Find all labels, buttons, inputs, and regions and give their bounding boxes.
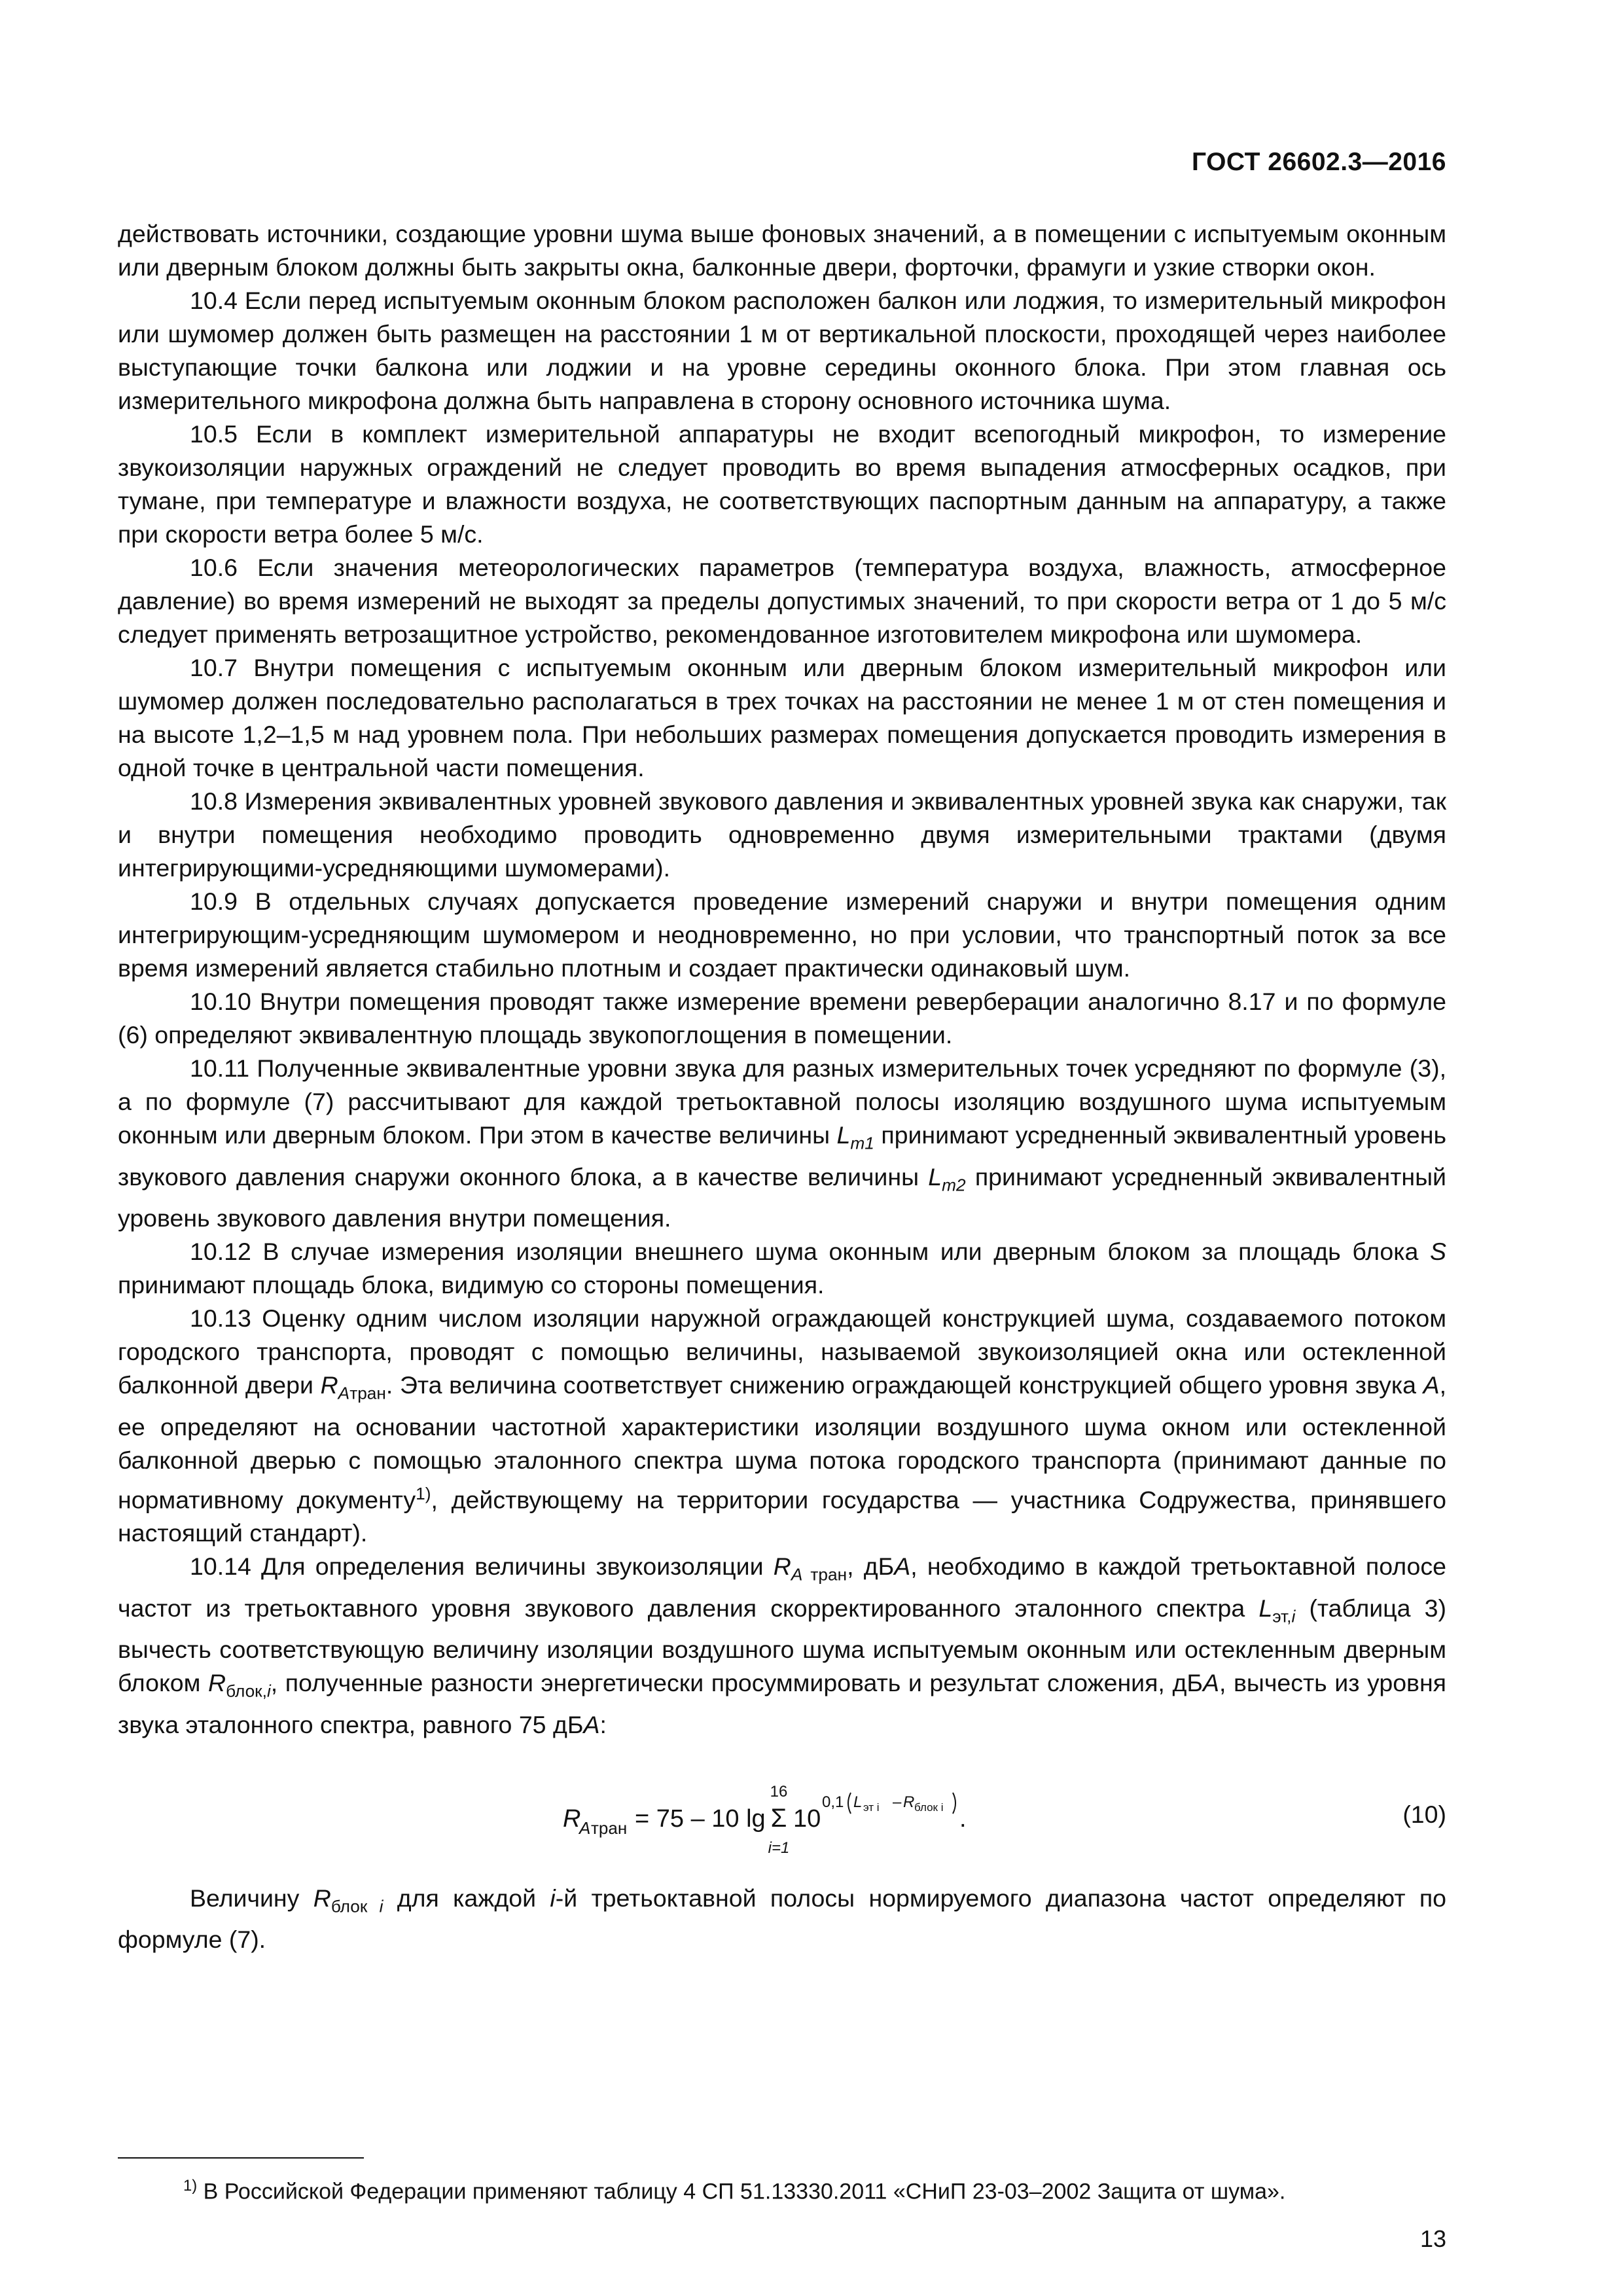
- var-rblok-i: $R_{блок,i}$: [208, 1669, 271, 1701]
- var-lm2: $L_{m2}$: [928, 1162, 966, 1194]
- formula-lhs-var: R: [563, 1804, 581, 1833]
- paragraph-10-5: 10.5 Если в комплект измерительной аппаратуры не входит всепогодный микрофон, то измерение звукоизоляции наружных ограждений не следует проводить во время выпадения атмосферных осадков, при тумане, при температуре и влажности воздуха, не соответствующих паспортным данным на аппаратуру, а также при скорости ветра более 5 м/с.: [118, 420, 1446, 548]
- formula-10: [563, 1767, 1152, 1865]
- paragraph-10-6: 10.6 Если значения метеорологических параметров (температура воздуха, влажность, атмосферное давление) во время измерений не выходят за пределы допустимых значений, то при скорости ветра от 1 до 5 м/с следует применять ветрозащитное устройство, рекомендованное изготовителем микрофона или шумомера.: [118, 554, 1446, 648]
- page-header-doc-id: ГОСТ 26602.3—2016: [1191, 148, 1446, 176]
- formula-paren-left: [848, 1793, 851, 1814]
- paragraph-10-13: 10.13 Оценку одним числом изоляции наружной ограждающей конструкцией шума, создаваемого потоком городского транспорта, проводят с помощью величины, называемой звукоизоляцией окна или остекленной балконной двери $R_{Aтран}$. Эта величина соответствует снижению ограждающей конструкцией общего уровня звука A, ее определяют на основании частотной характеристики изоляции воздушного шума окном или остекленной балконной дверью с помощью эталонного спектра шума потока городского транспорта (принимают данные по нормативному документу$^{1)}$, действующему на территории государства — участника Содружества, принявшего настоящий стандарт).: [118, 1304, 1447, 1547]
- paragraph-10-14: 10.14 Для определения величины звукоизоляции $R_{A тран}$, дБA, необходимо в каждой третьоктавной полосе частот из третьоктавного уровня звукового давления скорректированного эталонного спектра $L_{эт,i}$ (таблица 3) вычесть соответствующую величину изоляции воздушного шума испытуемым оконным или остекленным дверным блоком $R_{блок,i}$, полученные разности энергетически просуммировать и результат сложения, дБA, вычесть из уровня звука эталонного спектра, равного 75 дБA:: [118, 1552, 1446, 1738]
- formula-lhs-sub-b: тран: [591, 1818, 628, 1838]
- paragraph-10-11: 10.11 Полученные эквивалентные уровни звука для разных измерительных точек усредняют по формуле (3), а по формуле (7) рассчитывают для каждой третьоктавной полосы изоляцию воздушного шума испытуемым оконным или дверным блоком. При этом в качестве величины $L_{m1}$ принимают усредненный эквивалентный уровень звукового давления снаружи оконного блока, а в качестве величины $L_{m2}$ принимают усредненный эквивалентный уровень звукового давления внутри помещения.: [118, 1054, 1446, 1232]
- formula-paren-right: [953, 1793, 955, 1814]
- formula-exp-minus: –: [893, 1793, 902, 1811]
- body-text: [118, 217, 1446, 1956]
- paragraph-10-7: 10.7 Внутри помещения с испытуемым оконным или дверным блоком измерительный микрофон или шумомер должен последовательно располагаться в трех точках на расстоянии не менее 1 м от стен помещения и на высоте 1,2–1,5 м над уровнем пола. При небольших размерах помещения допускается проводить измерения в одной точке в центральной части помещения.: [118, 654, 1446, 781]
- footnote: [183, 2172, 1285, 2206]
- formula-exp-coef: 0,1: [822, 1793, 844, 1811]
- var-lm1: $L_{m1}$: [836, 1121, 874, 1153]
- footnote-ref[interactable]: 1): [416, 1483, 431, 1503]
- formula-exp-l: L: [853, 1793, 863, 1811]
- footnote-divider: [118, 2157, 364, 2159]
- formula-exp-r-sub: блок i: [914, 1801, 944, 1814]
- formula-10-row: [118, 1751, 1446, 1875]
- formula-number: (10): [1402, 1800, 1446, 1828]
- formula-sum-upper: 16: [770, 1782, 788, 1801]
- formula-trail: .: [959, 1804, 967, 1833]
- var-a: A: [1423, 1371, 1440, 1399]
- paragraph-10-8: 10.8 Измерения эквивалентных уровней звукового давления и эквивалентных уровней звука как снаружи, так и внутри помещения необходимо проводить одновременно двумя измерительными трактами (двумя интегрирующими-усредняющими шумомерами).: [118, 787, 1446, 882]
- formula-sum-lower: i=1: [768, 1839, 790, 1857]
- footnote-text: В Российской Федерации применяют таблицу 4 СП 51.13330.2011 «СНиП 23-03–2002 Защита от шума».: [197, 2179, 1286, 2204]
- formula-exp-r: R: [903, 1793, 915, 1811]
- paragraph-10-9: 10.9 В отдельных случаях допускается проведение измерений снаружи и внутри помещения одним интегрирующим-усредняющим шумомером и неодновременно, но при условии, что транспортный поток за все время измерений является стабильно плотным и создает практически одинаковый шум.: [118, 888, 1446, 982]
- var-rblok-i: $R_{блок i}$: [313, 1884, 383, 1916]
- var-s: S: [1429, 1238, 1446, 1265]
- var-ratran: $R_{A тран}$: [773, 1552, 847, 1585]
- formula-exp-l-sub: эт i: [863, 1801, 880, 1814]
- var-ratran: $R_{Aтран}$: [320, 1371, 386, 1403]
- page-number: 13: [1419, 2225, 1446, 2252]
- formula-base: 10: [793, 1804, 821, 1833]
- footnote-marker: 1): [183, 2177, 198, 2195]
- formula-lhs-sub-a: A: [579, 1818, 591, 1838]
- paragraph-after-formula: Величину $R_{блок i}$ для каждой i-й третьоктавной полосы нормируемого диапазона частот определяют по формуле (7).: [118, 1884, 1446, 1953]
- formula-sum-symbol: Σ: [770, 1803, 787, 1833]
- paragraph-10-12: 10.12 В случае измерения изоляции внешнего шума оконным или дверным блоком за площадь блока S принимают площадь блока, видимую со стороны помещения.: [118, 1238, 1446, 1299]
- paragraph-10-4: 10.4 Если перед испытуемым оконным блоком расположен балкон или лоджия, то измерительный микрофон или шумомер должен быть размещен на расстоянии 1 м от вертикальной плоскости, проходящей через наиболее выступающие точки балкона или лоджии и на уровне середины оконного блока. При этом главная ось измерительного микрофона должна быть направлена в сторону основного источника шума.: [118, 287, 1446, 414]
- paragraph: действовать источники, создающие уровни шума выше фоновых значений, а в помещении с испытуемым оконным или дверным блоком должны быть закрыты окна, балконные двери, форточки, фрамуги и узкие створки окон.: [118, 220, 1446, 281]
- formula-rhs-head: = 75 – 10 lg: [635, 1804, 766, 1833]
- var-let-i: $L_{эт,i}$: [1258, 1594, 1296, 1626]
- paragraph-10-10: 10.10 Внутри помещения проводят также измерение времени реверберации аналогично 8.17 и по формуле (6) определяют эквивалентную площадь звукопоглощения в помещении.: [118, 988, 1446, 1049]
